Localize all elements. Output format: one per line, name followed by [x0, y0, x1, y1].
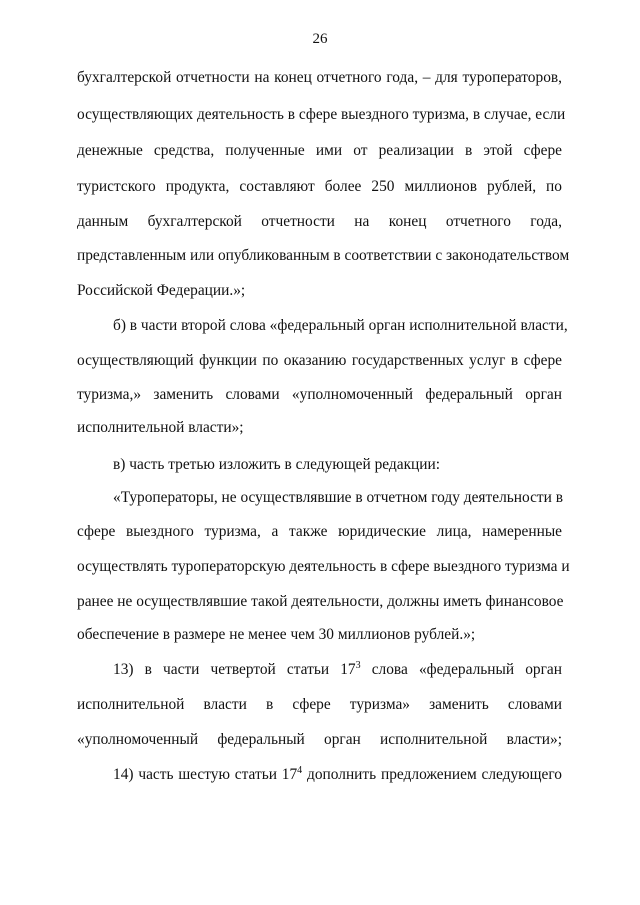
text-line: сфере выездного туризма, а также юридические лица, намеренные — [77, 523, 562, 540]
text-line: представленным или опубликованным в соответствии с законодательством — [77, 247, 570, 264]
text-line: осуществлять туроператорскую деятельность в сфере выездного туризма и — [77, 558, 570, 575]
text-line: осуществляющий функции по оказанию государственных услуг в сфере — [77, 352, 562, 369]
text-fragment: 13) в части четвертой статьи 17 — [113, 661, 356, 678]
paragraph-start-line: б) в части второй слова «федеральный орган исполнительной власти, — [113, 317, 568, 334]
paragraph-start-line — [113, 765, 562, 785]
text-line: ранее не осуществлявшие такой деятельности, должны иметь финансовое — [77, 593, 564, 610]
paragraph-start-line: «Туроператоры, не осуществлявшие в отчетном году деятельности в — [113, 489, 563, 506]
text-fragment: слова «федеральный орган — [360, 661, 562, 678]
text-line: Российской Федерации.»; — [77, 282, 246, 299]
paragraph-start-line — [113, 660, 562, 680]
text-line: осуществляющих деятельность в сфере выездного туризма, в случае, если — [77, 106, 566, 123]
text-fragment: дополнить предложением следующего — [302, 766, 562, 783]
text-line: исполнительной власти»; — [77, 419, 244, 436]
text-line: обеспечение в размере не менее чем 30 миллионов рублей.»; — [77, 626, 476, 643]
text-line: исполнительной власти в сфере туризма» заменить словами — [77, 696, 562, 713]
superscript: 3 — [355, 660, 361, 671]
text-line: туризма,» заменить словами «уполномоченный федеральный орган — [77, 386, 562, 403]
text-line: «уполномоченный федеральный орган исполнительной власти»; — [77, 731, 562, 748]
text-fragment: 14) часть шестую статьи 17 — [113, 766, 298, 783]
superscript: 4 — [297, 765, 303, 776]
text-line: бухгалтерской отчетности на конец отчетного года, – для туроператоров, — [77, 69, 562, 86]
text-line: денежные средства, полученные ими от реализации в этой сфере — [77, 142, 562, 159]
paragraph-start-line: в) часть третью изложить в следующей редакции: — [113, 456, 441, 473]
page-number: 26 — [312, 31, 328, 47]
text-line: данным бухгалтерской отчетности на конец отчетного года, — [77, 213, 562, 230]
text-line: туристского продукта, составляют более 250 миллионов рублей, по — [77, 178, 562, 195]
